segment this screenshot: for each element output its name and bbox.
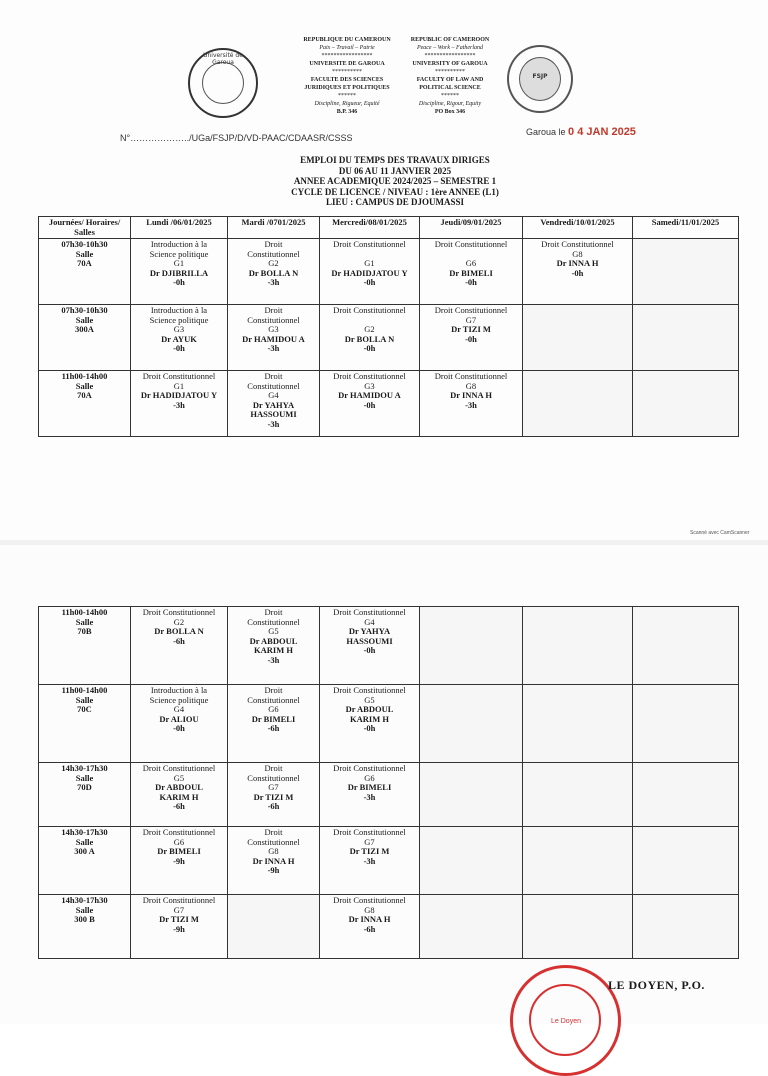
time-slot-cell bbox=[39, 763, 131, 827]
session-line: G3 bbox=[364, 380, 375, 391]
time-slot-line: 70B bbox=[77, 626, 92, 636]
faculty-seal-right bbox=[507, 45, 573, 113]
session-line: Science politique bbox=[149, 314, 209, 325]
session-cell bbox=[228, 763, 320, 827]
session-cell bbox=[131, 685, 228, 763]
time-slot-line: 70A bbox=[77, 258, 92, 268]
session-line: Droit Constitutionnel bbox=[333, 239, 406, 249]
session-line: G2 bbox=[173, 616, 185, 627]
seal-left-text: Université de Garoua bbox=[203, 52, 243, 66]
time-slot-line: 70C bbox=[77, 704, 92, 714]
session-line: Dr DJIBRILLA bbox=[149, 267, 209, 278]
session-line: G8 bbox=[572, 248, 583, 259]
time-slot-line: Salle bbox=[75, 836, 94, 847]
session-line: Dr BIMELI bbox=[449, 267, 493, 278]
faculty-fr-1: FACULTE DES SCIENCES bbox=[310, 77, 384, 83]
time-slot-cell bbox=[39, 827, 131, 895]
session-cell bbox=[420, 239, 523, 305]
session-line: -6h bbox=[267, 723, 280, 733]
session-line: Constitutionnel bbox=[247, 694, 300, 705]
session-line: Droit bbox=[264, 763, 283, 773]
session-line: G2 bbox=[364, 324, 375, 334]
header-english bbox=[404, 36, 496, 116]
session-line: G6 bbox=[364, 772, 375, 783]
session-line: Droit bbox=[264, 685, 283, 695]
session-line: G6 bbox=[268, 704, 279, 714]
session-cell bbox=[420, 305, 523, 371]
session-cell bbox=[131, 239, 228, 305]
session-line: Droit Constitutionnel bbox=[333, 305, 406, 315]
session-line: G3 bbox=[268, 324, 279, 334]
session-line: -3h bbox=[363, 791, 376, 802]
session-line: G4 bbox=[364, 616, 375, 627]
session-line: -9h bbox=[267, 865, 280, 875]
session-line: Dr BIMELI bbox=[251, 713, 296, 724]
time-slot-line: Salle bbox=[75, 616, 94, 627]
session-cell bbox=[633, 827, 739, 895]
timetable-row bbox=[39, 763, 739, 827]
session-line: -0h bbox=[173, 343, 185, 353]
timetable-row bbox=[39, 239, 739, 305]
session-line: G3 bbox=[173, 324, 185, 334]
session-line: Droit Constitutionnel bbox=[333, 685, 406, 695]
reference-number: N°………………../UGa/FSJP/D/VD-PAAC/CDAASR/CSSS bbox=[120, 133, 353, 143]
session-line: Constitutionnel bbox=[247, 616, 300, 627]
time-slot-line: 11h00-14h00 bbox=[61, 607, 108, 617]
session-line: Introduction à la bbox=[150, 305, 208, 315]
time-slot-line: 07h30-10h30 bbox=[61, 239, 108, 249]
session-line: -6h bbox=[267, 801, 280, 811]
session-line: Dr TIZI M bbox=[253, 791, 294, 802]
session-line: G8 bbox=[364, 904, 375, 915]
date-value: 0 4 JAN 2025 bbox=[568, 126, 636, 138]
stamp-label: Le Doyen bbox=[551, 1018, 581, 1025]
time-slot-cell bbox=[39, 607, 131, 685]
session-line: Dr ABDOUL bbox=[249, 635, 298, 646]
session-line: Dr INNA H bbox=[348, 914, 391, 924]
session-line: Constitutionnel bbox=[247, 380, 300, 391]
box-fr: B.P. 346 bbox=[336, 109, 358, 115]
time-slot-line: Salle bbox=[75, 380, 94, 391]
session-cell bbox=[228, 305, 320, 371]
column-header: Mercredi/08/01/2025 bbox=[320, 217, 420, 239]
session-line: G1 bbox=[364, 258, 375, 268]
column-header: Lundi /06/01/2025 bbox=[131, 217, 228, 239]
time-slot-line: 11h00-14h00 bbox=[61, 371, 108, 381]
time-slot-line: Salle bbox=[75, 694, 94, 705]
session-cell bbox=[420, 895, 523, 959]
session-line: -9h bbox=[173, 855, 185, 866]
session-line: Dr HADIDJATOU Y bbox=[331, 267, 408, 278]
session-cell bbox=[320, 895, 420, 959]
session-cell bbox=[320, 827, 420, 895]
time-slot-line: 14h30-17h30 bbox=[61, 895, 108, 905]
session-line: Droit Constitutionnel bbox=[434, 371, 508, 381]
session-line: Droit Constitutionnel bbox=[142, 371, 216, 381]
session-cell bbox=[320, 685, 420, 763]
session-line: G1 bbox=[173, 380, 185, 391]
time-slot-line: 07h30-10h30 bbox=[61, 305, 108, 315]
session-line: Droit Constitutionnel bbox=[333, 827, 406, 837]
session-line: Droit Constitutionnel bbox=[434, 305, 508, 315]
session-line: Droit Constitutionnel bbox=[333, 895, 406, 905]
session-line: Dr INNA H bbox=[252, 855, 295, 866]
session-cell bbox=[633, 607, 739, 685]
session-cell bbox=[633, 239, 739, 305]
session-line: G5 bbox=[173, 772, 185, 783]
session-cell bbox=[633, 371, 739, 437]
date-prefix: Garoua le bbox=[526, 127, 566, 137]
time-slot-line: Salle bbox=[75, 904, 94, 915]
country-fr: REPUBLIQUE DU CAMEROUN bbox=[303, 37, 391, 43]
title-line-1: EMPLOI DU TEMPS DES TRAVAUX DIRIGES bbox=[300, 155, 490, 165]
session-cell bbox=[633, 685, 739, 763]
session-line: Dr BIMELI bbox=[347, 782, 392, 792]
session-line: HASSOUMI bbox=[250, 409, 297, 419]
session-line: Dr ALIOU bbox=[159, 713, 199, 724]
stars-en-3: ****** bbox=[441, 93, 459, 99]
time-slot-line: 300 A bbox=[74, 846, 95, 856]
session-line: Dr INNA H bbox=[450, 390, 492, 400]
schedule-title bbox=[230, 155, 560, 208]
session-line: Droit bbox=[264, 607, 283, 617]
session-line: G7 bbox=[364, 836, 375, 847]
session-cell bbox=[320, 371, 420, 437]
session-cell bbox=[131, 763, 228, 827]
session-line: Dr TIZI M bbox=[159, 914, 199, 924]
timetable-row bbox=[39, 371, 739, 437]
session-line: Droit Constitutionnel bbox=[142, 895, 216, 905]
session-cell bbox=[523, 685, 633, 763]
session-cell bbox=[523, 371, 633, 437]
session-line: Droit bbox=[264, 371, 283, 381]
timetable-row bbox=[39, 685, 739, 763]
session-cell bbox=[228, 685, 320, 763]
faculty-fr-2: JURIDIQUES ET POLITIQUES bbox=[304, 85, 390, 91]
session-line: Dr HAMIDOU A bbox=[242, 333, 305, 344]
session-cell bbox=[320, 305, 420, 371]
session-line: -6h bbox=[173, 635, 185, 646]
session-line: Dr YAHYA bbox=[348, 626, 391, 636]
session-line: G8 bbox=[268, 846, 279, 856]
session-line: G4 bbox=[268, 390, 279, 400]
session-line: Droit Constitutionnel bbox=[434, 239, 508, 249]
session-cell bbox=[523, 895, 633, 959]
session-line: Droit Constitutionnel bbox=[142, 607, 216, 617]
session-cell bbox=[131, 895, 228, 959]
session-line: Droit Constitutionnel bbox=[333, 763, 406, 773]
session-line: -0h bbox=[363, 723, 376, 733]
stars-fr-2: ********** bbox=[332, 69, 362, 75]
header-row bbox=[39, 217, 739, 239]
session-cell bbox=[228, 827, 320, 895]
session-line: Droit bbox=[264, 827, 283, 837]
session-line: Droit Constitutionnel bbox=[541, 239, 614, 249]
time-slot-line: 70D bbox=[77, 782, 92, 792]
session-line: -0h bbox=[465, 277, 477, 287]
session-cell bbox=[633, 763, 739, 827]
session-line: -6h bbox=[363, 923, 376, 934]
timetable-row bbox=[39, 827, 739, 895]
column-header: Samedi/11/01/2025 bbox=[633, 217, 739, 239]
session-cell bbox=[131, 371, 228, 437]
title-line-5: LIEU : CAMPUS DE DJOUMASSI bbox=[325, 197, 464, 207]
session-line: KARIM H bbox=[350, 713, 389, 724]
session-cell bbox=[320, 763, 420, 827]
session-line: Science politique bbox=[149, 694, 209, 705]
session-line: -0h bbox=[363, 277, 376, 287]
stars-en-1: ***************** bbox=[424, 53, 476, 59]
session-cell bbox=[420, 763, 523, 827]
session-cell bbox=[420, 827, 523, 895]
session-line: -0h bbox=[363, 645, 376, 655]
session-line: G7 bbox=[173, 904, 185, 915]
official-stamp bbox=[510, 965, 621, 1076]
session-line: Constitutionnel bbox=[247, 836, 300, 847]
session-line: -0h bbox=[465, 333, 477, 344]
session-line: Droit bbox=[264, 239, 283, 249]
session-line: -3h bbox=[267, 654, 280, 665]
session-cell bbox=[420, 371, 523, 437]
session-cell bbox=[228, 607, 320, 685]
session-cell bbox=[523, 305, 633, 371]
session-line: Dr HADIDJATOU Y bbox=[140, 390, 218, 400]
session-line: Introduction à la bbox=[150, 239, 208, 249]
document-date bbox=[526, 126, 636, 138]
seal-right-text: FSJP bbox=[532, 73, 548, 80]
scanner-note: Scanné avec CamScanner bbox=[690, 530, 750, 536]
session-line: Droit Constitutionnel bbox=[142, 827, 216, 837]
session-cell bbox=[420, 685, 523, 763]
session-cell bbox=[633, 895, 739, 959]
session-line: Dr TIZI M bbox=[451, 324, 491, 334]
session-line: KARIM H bbox=[254, 645, 293, 655]
stars-fr-3: ****** bbox=[338, 93, 356, 99]
timetable-page-1 bbox=[38, 216, 739, 437]
session-cell bbox=[228, 895, 320, 959]
time-slot-line: 14h30-17h30 bbox=[61, 827, 108, 837]
session-line: Droit bbox=[264, 305, 283, 315]
time-slot-cell bbox=[39, 239, 131, 305]
session-cell bbox=[523, 763, 633, 827]
stars-fr-1: ***************** bbox=[321, 53, 373, 59]
faculty-en-2: POLITICAL SCIENCE bbox=[419, 85, 481, 91]
time-slot-line: 70A bbox=[77, 390, 92, 400]
time-slot-cell bbox=[39, 895, 131, 959]
session-line: Dr TIZI M bbox=[349, 846, 390, 856]
session-line: -3h bbox=[267, 343, 280, 353]
session-line: Science politique bbox=[149, 248, 209, 259]
university-en: UNIVERSITY OF GAROUA bbox=[412, 61, 488, 67]
dean-signature-title: LE DOYEN, P.O. bbox=[608, 978, 705, 992]
session-line: Dr BOLLA N bbox=[248, 267, 299, 278]
session-cell bbox=[320, 607, 420, 685]
time-slot-line: 11h00-14h00 bbox=[61, 685, 108, 695]
session-line: G1 bbox=[173, 258, 185, 268]
session-line: G6 bbox=[465, 258, 477, 268]
discipline-fr: Discipline, Rigueur, Equité bbox=[314, 101, 380, 107]
session-line: -0h bbox=[363, 343, 376, 353]
session-line: Dr YAHYA bbox=[252, 399, 295, 410]
session-line: -0h bbox=[571, 267, 584, 278]
session-cell bbox=[523, 607, 633, 685]
timetable-row bbox=[39, 607, 739, 685]
session-line: G8 bbox=[465, 380, 477, 391]
title-line-2: DU 06 AU 11 JANVIER 2025 bbox=[338, 165, 452, 176]
session-cell bbox=[131, 607, 228, 685]
motto-en: Peace – Work – Fatherland bbox=[416, 45, 484, 51]
session-line: Dr AYUK bbox=[161, 333, 197, 344]
session-line: -0h bbox=[173, 277, 185, 287]
session-line: Constitutionnel bbox=[247, 772, 300, 783]
session-line: -9h bbox=[173, 923, 185, 934]
column-header: Vendredi/10/01/2025 bbox=[523, 217, 633, 239]
session-line: Dr BOLLA N bbox=[154, 626, 204, 636]
session-line: -6h bbox=[173, 801, 185, 811]
session-line: G4 bbox=[173, 704, 185, 714]
session-cell bbox=[420, 607, 523, 685]
session-line: G6 bbox=[173, 836, 185, 847]
time-slot-line: Salle bbox=[75, 772, 94, 783]
session-line: Dr ABDOUL bbox=[345, 704, 394, 714]
session-line: Droit Constitutionnel bbox=[333, 607, 406, 617]
session-cell bbox=[228, 239, 320, 305]
time-slot-cell bbox=[39, 685, 131, 763]
session-line: Droit Constitutionnel bbox=[333, 371, 406, 381]
session-cell bbox=[131, 827, 228, 895]
session-line: KARIM H bbox=[159, 791, 199, 802]
discipline-en: Discipline, Rigour, Equity bbox=[418, 101, 482, 107]
session-line: -3h bbox=[465, 399, 477, 410]
session-line: Dr ABDOUL bbox=[155, 782, 203, 792]
session-line: Constitutionnel bbox=[247, 248, 300, 259]
column-header: Jeudi/09/01/2025 bbox=[420, 217, 523, 239]
session-line: -0h bbox=[173, 723, 185, 733]
timetable-page-2 bbox=[38, 606, 739, 959]
timetable-row bbox=[39, 305, 739, 371]
session-cell bbox=[131, 305, 228, 371]
university-fr: UNIVERSITE DE GAROUA bbox=[309, 61, 385, 67]
session-cell bbox=[320, 239, 420, 305]
session-line: Dr HAMIDOU A bbox=[338, 390, 401, 400]
session-line: -3h bbox=[363, 855, 376, 866]
time-slot-line: Salle bbox=[75, 314, 94, 325]
time-slot-line: Salle bbox=[75, 248, 94, 259]
session-line: G2 bbox=[268, 258, 279, 268]
faculty-en-1: FACULTY OF LAW AND bbox=[416, 77, 484, 83]
session-line: Dr BIMELI bbox=[157, 846, 201, 856]
country-en: REPUBLIC OF CAMEROON bbox=[410, 37, 490, 43]
session-cell bbox=[633, 305, 739, 371]
time-slot-line: 300 B bbox=[74, 914, 95, 924]
box-en: PO Box 346 bbox=[434, 109, 466, 115]
timetable-row bbox=[39, 895, 739, 959]
session-cell bbox=[523, 827, 633, 895]
university-seal-left bbox=[188, 48, 258, 118]
header-french bbox=[292, 36, 402, 116]
session-cell bbox=[523, 239, 633, 305]
time-slot-line: 300A bbox=[75, 324, 94, 334]
session-line: G5 bbox=[364, 694, 375, 705]
title-line-3: ANNEE ACADEMIQUE 2024/2025 – SEMESTRE 1 bbox=[293, 176, 497, 186]
column-header: Mardi /0701/2025 bbox=[228, 217, 320, 239]
time-slot-cell bbox=[39, 305, 131, 371]
session-line: Droit Constitutionnel bbox=[142, 763, 216, 773]
session-line: -3h bbox=[267, 277, 280, 287]
title-line-4: CYCLE DE LICENCE / NIVEAU : 1ère ANNEE (L1) bbox=[291, 186, 499, 197]
time-slot-line: 14h30-17h30 bbox=[61, 763, 108, 773]
session-line: -3h bbox=[267, 418, 280, 429]
session-line: -3h bbox=[173, 399, 185, 410]
session-line: Dr INNA H bbox=[556, 258, 599, 268]
session-line: G5 bbox=[268, 626, 279, 636]
session-line: Dr BOLLA N bbox=[344, 333, 395, 344]
session-line: Constitutionnel bbox=[247, 314, 300, 325]
session-line: G7 bbox=[268, 782, 279, 792]
session-line: G7 bbox=[465, 314, 477, 325]
motto-fr: Paix – Travail – Patrie bbox=[319, 45, 375, 51]
time-slot-cell bbox=[39, 371, 131, 437]
session-cell bbox=[228, 371, 320, 437]
column-header: Journées/ Horaires/ Salles bbox=[39, 217, 131, 239]
session-line: HASSOUMI bbox=[346, 635, 393, 646]
stars-en-2: ********** bbox=[435, 69, 465, 75]
session-line: Introduction à la bbox=[150, 685, 208, 695]
session-line: -0h bbox=[363, 399, 376, 410]
